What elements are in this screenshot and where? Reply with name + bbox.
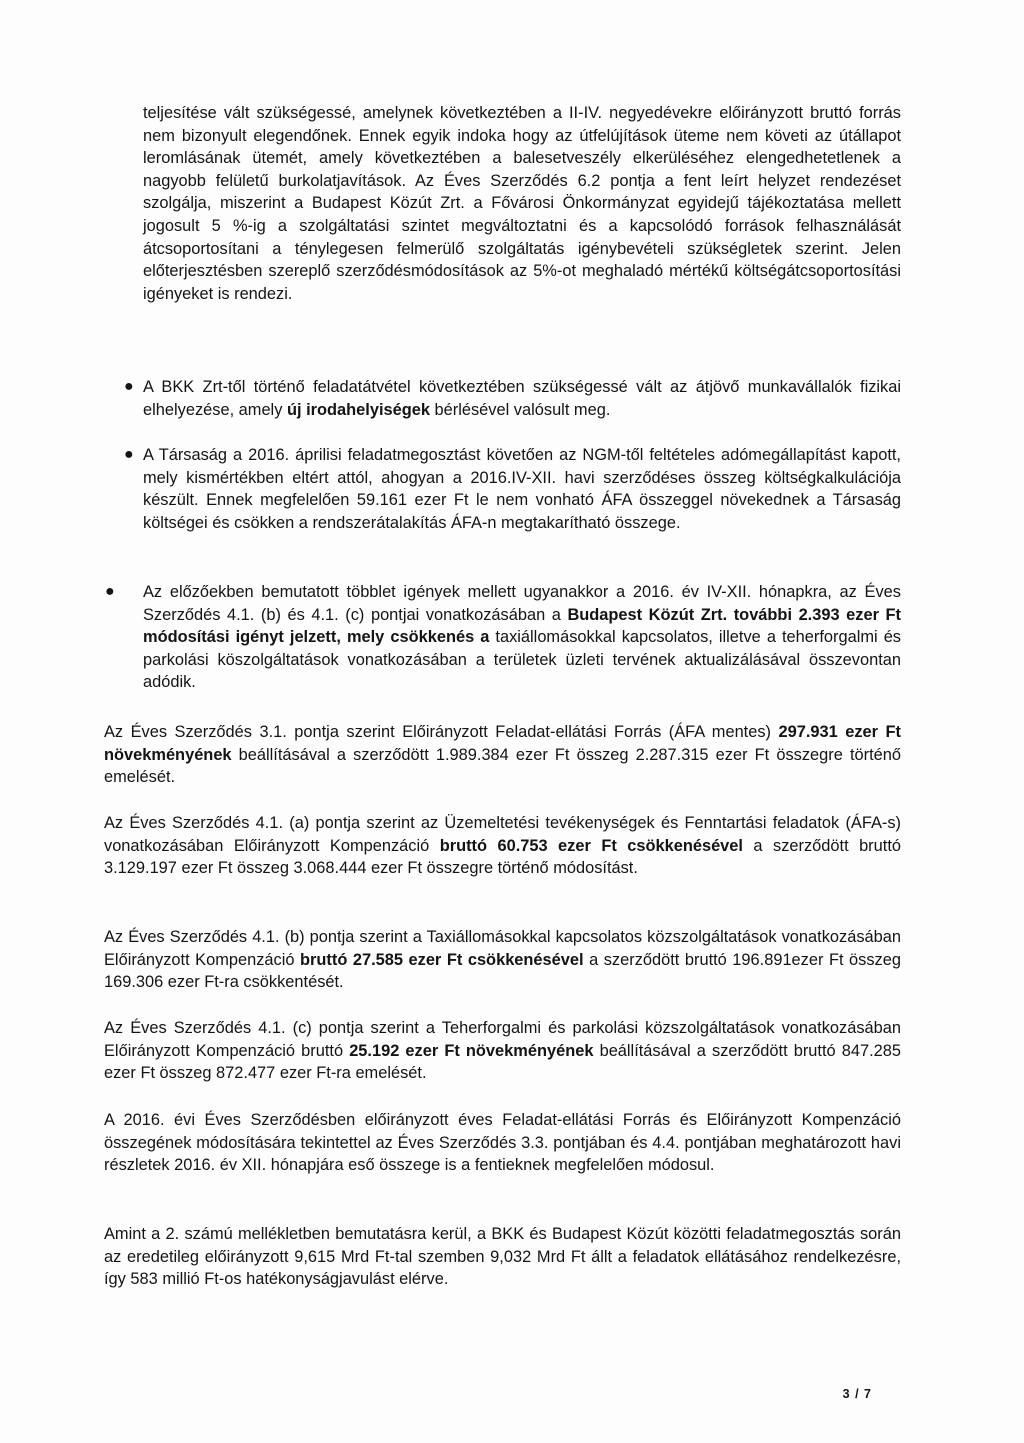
page-number: 3 / 7: [842, 1387, 872, 1401]
bold-text: bruttó 60.753 ezer Ft csökkenésével: [439, 836, 743, 855]
paragraph: Amint a 2. számú mellékletben bemutatásra kerül, a BKK és Budapest Közút közötti feladatmegosztás során az eredetileg előirányzott 9,615 Mrd Ft-tal szemben 9,032 Mrd Ft állt a feladatok ellátásához rendelkezésre, így 583 millió Ft-os hatékonyságjavulást elérve.: [104, 1225, 901, 1289]
paragraph: Az Éves Szerződés 3.1. pontja szerint Előirányzott Feladat-ellátási Forrás (ÁFA mentes) 297.931 ezer Ft növekményének beállításával a szerződött 1.989.384 ezer Ft összeg 2.287.315 ezer Ft összegre történő emelését.: [104, 723, 901, 787]
paragraph: Az Éves Szerződés 4.1. (c) pontja szerint a Teherforgalmi és parkolási közszolgáltatások vonatkozásában Előirányzott Kompenzáció bruttó 25.192 ezer Ft növekményének beállításával a szerződött bruttó 847.285 ezer Ft összeg 872.477 ezer Ft-ra emelését.: [104, 1019, 902, 1083]
intro-paragraph: teljesítése vált szükségessé, amelynek következtében a II-IV. negyedévekre előirányzott bruttó forrás nem bizonyult elegendőnek. Ennek egyik indoka hogy az útfelújítások üteme nem követi az útállapot leromlásának ütemét, amely következtében a balesetveszély elkerüléséhez elengedhetetlenek a nagyobb felületű burkolatjavítások. Az Éves Szerződés 6.2 pontja a fent leírt helyzet rendezéset szolgálja, miszerint a Budapest Közút Zrt. a Fővárosi Önkormányzat egyidejű tájékoztatása mellett jogosult 5 %-ig a szolgáltatási szintet megváltoztatni és a kapcsolódó források felhasználását átcsoportosítani a ténylegesen felmerülő szolgáltatás igénybevételi szükségletek szerint. Jelen előterjesztésben szereplő szerződésmódosítások az 5%-ot meghaladó mértékű költségátcsoportosítási igényeket is rendezi.: [143, 104, 901, 303]
bold-text: új irodahelyiségek: [286, 400, 430, 419]
paragraph: Az Éves Szerződés 4.1. (b) pontja szerint a Taxiállomásokkal kapcsolatos közszolgáltatások vonatkozásában Előirányzott Kompenzáció bruttó 27.585 ezer Ft csökkenésével a szerződött bruttó 196.891ezer Ft összeg 169.306 ezer Ft-ra csökkentését.: [104, 928, 901, 992]
bold-text: 297.931 ezer Ft növekményének: [104, 723, 901, 764]
bold-text: 25.192 ezer Ft növekményének: [349, 1041, 594, 1060]
list-item: ● A BKK Zrt-től történő feladatátvétel következtében szükségessé vált az átjövő munkavállalók fizikai elhelyezése, amely új irodahelyiségek bérlésével valósult meg.: [124, 378, 901, 419]
bullet-icon: ●: [105, 583, 115, 600]
bullet-icon: ●: [124, 446, 134, 463]
bold-text: Budapest Közút Zrt. további 2.393 ezer Ft módosítási igényt jelzett, mely csökkenés a: [143, 605, 901, 647]
paragraph: Az Éves Szerződés 4.1. (a) pontja szerint az Üzemeltetési tevékenységek és Fenntartási feladatok (ÁFA-s) vonatkozásában Előirányzott Kompenzáció bruttó 60.753 ezer Ft csökkenésével a szerződött bruttó 3.129.197 ezer Ft összeg 3.068.444 ezer Ft összegre történő módosítást.: [104, 814, 901, 878]
bold-text: bruttó 27.585 ezer Ft csökkenésével: [300, 950, 584, 969]
bullet-icon: ●: [124, 378, 134, 395]
list-item: ● A Társaság a 2016. áprilisi feladatmegosztást követően az NGM-től feltételes adómegállapítást kapott, mely kismértékben eltért attól, ahogyan a 2016.IV-XII. havi szerződéses összeg költségkalkulációja készült. Ennek megfelelően 59.161 ezer Ft le nem vonható ÁFA összeggel növekednek a Társaság költségei és csökken a rendszerátalakítás ÁFA-n megtakarítható összege.: [124, 446, 901, 532]
paragraph: A 2016. évi Éves Szerződésben előirányzott éves Feladat-ellátási Forrás és Előirányzott Kompenzáció összegének módosítására tekintettel az Éves Szerződés 3.3. pontjában és 4.4. pontjában meghatározott havi részletek 2016. év XII. hónapjára eső összege is a fentieknek megfelelően módosul.: [104, 1111, 901, 1175]
list-item: ● Az előzőekben bemutatott többlet igények mellett ugyanakkor a 2016. év IV-XII. hónapkra, az Éves Szerződés 4.1. (b) és 4.1. (c) pontjai vonatkozásában a Budapest Közút Zrt. további 2.393 ezer Ft módosítási igényt jelzett, mely csökkenés a taxiállomásokkal kapcsolatos, illetve a teherforgalmi és parkolási köszolgáltatások vonatkozásában a területek üzleti tervének aktualizálásával összevontan adódik.: [105, 583, 902, 692]
